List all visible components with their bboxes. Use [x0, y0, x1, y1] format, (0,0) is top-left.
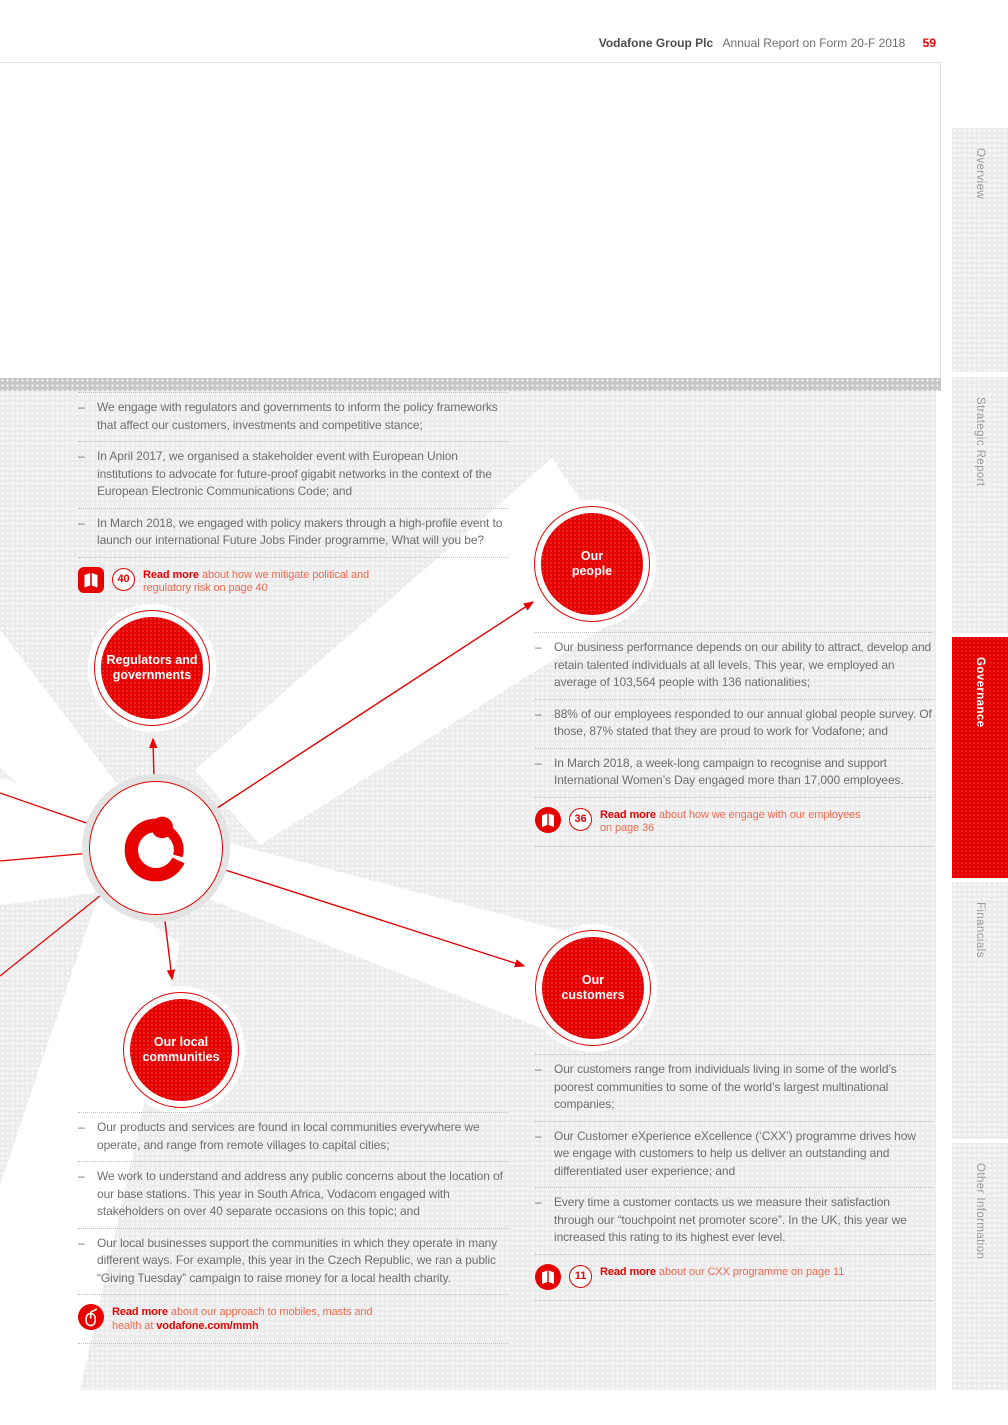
stakeholder-node-our-people [528, 500, 656, 628]
tab-governance[interactable]: Governance [952, 637, 1008, 878]
bullet-dash: – [535, 640, 542, 654]
readmore-text: Read more about how we engage with our employees on page 36 [600, 808, 861, 834]
bullet-text: Our products and services are found in local communities everywhere we operate, and range from remote villages to capital cities; [97, 1120, 480, 1152]
bullet-item [535, 1188, 933, 1255]
bullet-dash: – [535, 706, 542, 721]
bullet-text: In March 2018, we engaged with policy makers through a high-profile event to launch our international Future Jobs Finder programme, What will you be? [97, 515, 503, 547]
section-regulators [78, 392, 508, 606]
node-label-regulators: Regulators and governments [106, 653, 198, 682]
readmore-text: Read more about our CXX programme on page 11 [600, 1265, 845, 1278]
bullet-dash: – [78, 449, 85, 463]
bullet-text: 88% of our employees responded to our annual global people survey. Of those, 87% stated that they are proud to work for Vodafone; and [554, 706, 932, 738]
page-badge: 11 [569, 1265, 592, 1288]
book-icon [78, 567, 104, 593]
bullet-text: In March 2018, a week-long campaign to recognise and support International Women’s Day engaged more than 17,000 employees. [554, 755, 904, 787]
section-our-communities [78, 1112, 508, 1344]
bullet-dash: – [535, 1062, 542, 1076]
report-title: Annual Report on Form 20-F 2018 [722, 36, 906, 50]
bullet-dash: – [535, 1195, 542, 1209]
page-header [599, 36, 936, 50]
bullet-item [78, 1162, 508, 1229]
bullet-item [535, 1055, 933, 1122]
hub-node [82, 774, 230, 922]
readmore-url[interactable]: vodafone.com/mmh [156, 1319, 259, 1332]
bullet-dash: – [78, 400, 85, 414]
stakeholder-node-regulators [88, 604, 216, 732]
bullet-text: Our business performance depends on our ability to attract, develop and retain talented individuals at all levels. This year, we employed an average of 103,564 people with 136 nationalities; [554, 640, 932, 689]
readmore-link-our-people[interactable] [535, 798, 933, 847]
hub-circle [89, 781, 223, 915]
bullet-text: Our Customer eXperience eXcellence (‘CXX’) programme drives how we engage with customers to help us deliver an outstanding and differentiated user experience; and [554, 1128, 916, 1178]
node-label-our-people: Our people [571, 549, 613, 578]
bullet-dash: – [78, 1169, 85, 1183]
readmore-link-our-customers[interactable] [535, 1255, 933, 1301]
top-blank-panel [0, 62, 941, 379]
book-icon [535, 1264, 561, 1290]
page-badge: 36 [569, 808, 592, 831]
tab-overview[interactable]: Overview [952, 128, 1008, 372]
page-number: 59 [922, 36, 936, 50]
section-divider-bar [0, 378, 941, 391]
vodafone-speechmark-icon [120, 812, 192, 884]
bullet-dash: – [535, 755, 542, 770]
bullet-text: We work to understand and address any public concerns about the location of our base stations. This year in South Africa, Vodacom engaged with stakeholders on over 40 separate occasions on this topic; and [97, 1169, 503, 1218]
section-our-customers [535, 1054, 933, 1301]
bullet-text: Our customers range from individuals living in some of the world’s poorest communities to some of the world’s largest multinational companies; [554, 1062, 897, 1111]
readmore-link-regulators[interactable] [78, 558, 508, 606]
bullet-item [78, 442, 508, 509]
bullet-dash: – [78, 1235, 85, 1250]
stakeholder-node-our-customers [529, 924, 657, 1052]
book-icon [535, 807, 561, 833]
section-our-people [535, 632, 933, 847]
bullet-text: Our local businesses support the communities in which they operate in many different ways. For example, this year in the Czech Republic, we ran a public “Giving Tuesday” campaign to raise money for a local health charity. [97, 1235, 498, 1285]
bullet-item [535, 633, 933, 700]
bullet-item [78, 509, 508, 558]
bullet-item [535, 1122, 933, 1189]
page-badge: 40 [112, 568, 135, 591]
bullet-dash: – [535, 1128, 542, 1143]
tab-other-information[interactable]: Other Information [952, 1143, 1008, 1390]
tab-financials[interactable]: Financials [952, 882, 1008, 1139]
readmore-text: Read more about our approach to mobiles, masts and health at vodafone.com/mmh [112, 1306, 373, 1332]
readmore-link-our-communities[interactable] [78, 1295, 508, 1344]
report-brand: Vodafone Group Plc [598, 36, 714, 50]
bullet-item [78, 1229, 508, 1296]
mouse-icon [78, 1304, 104, 1330]
bullet-text: We engage with regulators and governments to inform the policy frameworks that affect our customers, investments and competitive stance; [97, 400, 498, 432]
readmore-text: Read more about how we mitigate political and regulatory risk on page 40 [143, 568, 370, 594]
bullet-item [78, 393, 508, 442]
tab-strategic-report[interactable]: Strategic Report [952, 377, 1008, 633]
bullet-text: In April 2017, we organised a stakeholder event with European Union institutions to advocate for future-proof gigabit networks in the context of the European Electronic Communications Code; and [97, 449, 492, 498]
bullet-text: Every time a customer contacts us we measure their satisfaction through our “touchpoint net promoter score”. In the UK, this year we increased this rating to its highest ever level. [554, 1195, 907, 1244]
bullet-item [78, 1113, 508, 1162]
bullet-item [535, 749, 933, 798]
bullet-dash: – [78, 515, 85, 530]
node-label-our-customers: Our customers [561, 973, 625, 1002]
bullet-item [535, 700, 933, 749]
stakeholder-node-our-communities [117, 986, 245, 1114]
bullet-dash: – [78, 1120, 85, 1134]
node-label-our-communities: Our local communities [142, 1035, 220, 1064]
